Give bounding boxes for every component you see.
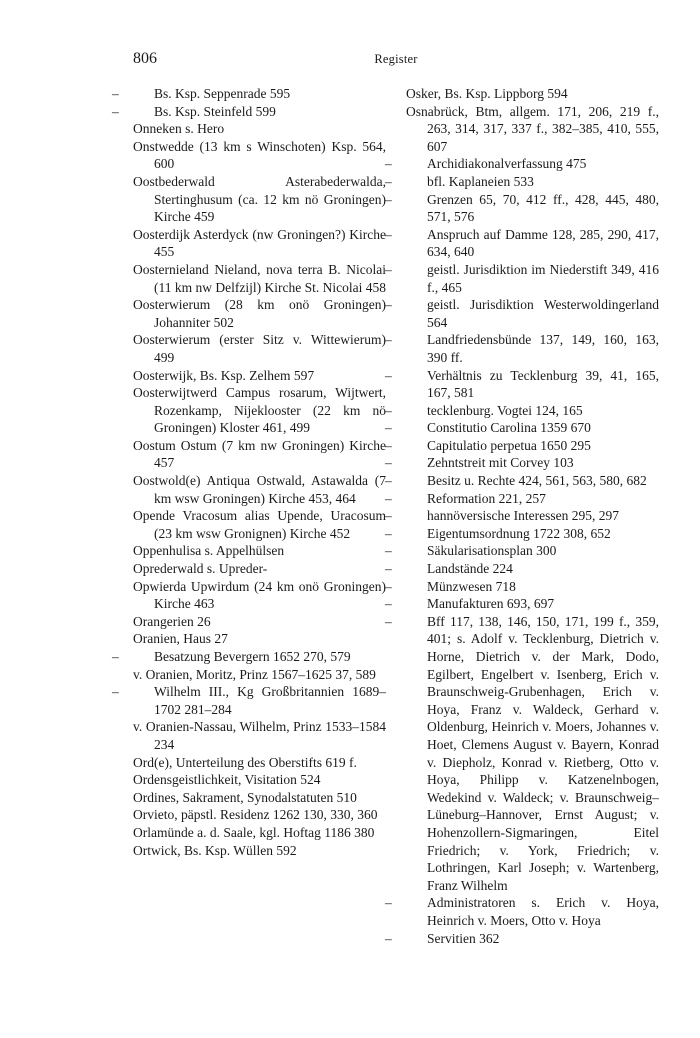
entry-text: Grenzen 65, 70, 412 ff., 428, 445, 480, 571, 576 [427,191,659,225]
entry-text: Oranien, Haus 27 [133,631,228,647]
entry-text: Oostwold(e) Antiqua Ostwald, Astawalda (7 km wsw Groningen) Kirche 453, 464 [133,473,386,506]
index-subentry [385,560,659,578]
subentry-dash: – [385,543,392,559]
entry-text: Wilhelm III., Kg Großbritannien 1689–1702 281–284 [154,684,386,717]
entry-text: Ortwick, Bs. Ksp. Wüllen 592 [133,842,297,858]
index-subentry [385,490,659,508]
entry-text: Landstände 224 [427,561,513,577]
index-subentry [385,402,659,420]
entry-text: Bs. Ksp. Steinfeld 599 [154,103,276,119]
entry-text: Oostum Ostum (7 km nw Groningen) Kirche 457 [133,437,386,471]
index-entry [133,578,386,613]
subentry-dash: – [385,297,392,313]
index-entry [133,560,386,578]
subentry-dash: – [385,596,392,612]
index-subentry [385,472,659,490]
subentry-dash: – [385,895,392,911]
index-entry [133,173,386,226]
index-subentry [385,542,659,560]
subentry-dash: – [385,367,392,383]
index-entry [133,666,386,684]
subentry-dash: – [385,261,392,277]
subentry-dash: – [385,156,392,172]
entry-text: Eigentumsordnung 1722 308, 652 [427,525,611,541]
index-entry [133,754,386,772]
entry-text: Oosterwijk, Bs. Ksp. Zelhem 597 [133,367,315,383]
index-entry [133,120,386,138]
entry-text: geistl. Jurisdiktion Westerwoldingerland 564 [427,297,659,330]
entry-text: Münzwesen 718 [427,578,516,594]
entry-text: Administratoren s. Erich v. Hoya, Heinrich v. Moers, Otto v. Hoya [427,895,659,928]
entry-text: tecklenburg. Vogtei 124, 165 [427,402,583,418]
index-entry [133,771,386,789]
subentry-dash: – [385,525,392,541]
subentry-dash: – [385,508,392,524]
index-subentry [385,578,659,596]
index-entry [406,85,659,103]
index-entry [133,718,386,753]
entry-text: Oppenhulisa s. Appelhülsen [133,543,285,559]
subentry-dash: – [385,437,392,453]
entry-text: Osnabrück, Btm, allgem. 171, 206, 219 f., 263, 314, 317, 337 f., 382–385, 410, 555, 607 [406,103,659,154]
subentry-dash: – [385,561,392,577]
index-subentry [112,683,386,718]
subentry-dash: – [385,226,392,242]
page-header [133,50,659,70]
index-subentry [385,367,659,402]
subentry-dash: – [385,173,392,189]
subentry-dash: – [385,930,392,946]
index-subentry [112,85,386,103]
index-entry [133,507,386,542]
entry-text: Orvieto, päpstl. Residenz 1262 130, 330, 360 [133,807,378,823]
running-title: Register [374,52,418,66]
entry-text: Orlamünde a. d. Saale, kgl. Hoftag 1186 380 [133,824,375,840]
index-entry [406,103,659,156]
index-entry [133,789,386,807]
subentry-dash: – [385,332,392,348]
entry-text: geistl. Jurisdiktion im Niederstift 349, 416 f., 465 [427,261,659,295]
entry-text: Manufakturen 693, 697 [427,596,555,612]
entry-text: Oosterdijk Asterdyck (nw Groningen?) Kirche 455 [133,226,386,260]
entry-text: Verhältnis zu Tecklenburg 39, 41, 165, 167, 581 [427,367,659,401]
entry-text: Säkularisationsplan 300 [427,543,557,559]
entry-text: v. Oranien-Nassau, Wilhelm, Prinz 1533–1584 234 [133,719,386,752]
index-subentry [385,525,659,543]
entry-text: Oprederwald s. Upreder- [133,561,268,577]
entry-text: Ordines, Sakrament, Synodalstatuten 510 [133,789,357,805]
index-subentry [385,226,659,261]
index-entry [133,472,386,507]
entry-text: Constitutio Carolina 1359 670 [427,420,591,436]
entry-text: Bs. Ksp. Seppenrade 595 [154,86,291,101]
index-subentry [385,331,659,366]
entry-text: Orangerien 26 [133,613,211,629]
entry-text: Oosterwierum (erster Sitz v. Wittewierum) 499 [133,332,386,365]
entry-text: Reformation 221, 257 [427,490,546,506]
index-entry [133,138,386,173]
index-subentry [385,454,659,472]
index-subentry [385,261,659,296]
index-subentry [385,613,659,895]
subentry-dash: – [385,191,392,207]
index-entry [133,613,386,631]
subentry-dash: – [385,455,392,471]
index-column-left [112,85,386,859]
entry-text: Oostbederwald Asterabederwalda, Stertinghusum (ca. 12 km nö Groningen) Kirche 459 [133,173,386,225]
index-subentry [385,894,659,929]
index-entry [133,842,386,860]
entry-text: Osker, Bs. Ksp. Lippborg 594 [406,86,568,101]
index-entry [133,630,386,648]
entry-text: Landfriedensbünde 137, 149, 160, 163, 390 ff. [427,332,659,365]
index-entry [133,261,386,296]
entry-text: Besatzung Bevergern 1652 270, 579 [154,649,351,664]
index-subentry [385,296,659,331]
index-entry [133,437,386,472]
entry-text: Anspruch auf Damme 128, 285, 290, 417, 634, 640 [427,226,659,260]
index-entry [133,384,386,437]
entry-text: v. Oranien, Moritz, Prinz 1567–1625 37, 589 [133,666,376,682]
entry-text: Opende Vracosum alias Upende, Uracosum (23 km wsw Gronignen) Kirche 452 [133,508,386,541]
entry-text: Zehntstreit mit Corvey 103 [427,455,574,471]
index-subentry [385,595,659,613]
entry-text: Oosterwijtwerd Campus rosarum, Wijtwert, Rozenkamp, Nijeklooster (22 km nö Groningen) Kloster 461, 499 [133,385,386,436]
index-entry [133,367,386,385]
index-subentry [385,173,659,191]
index-subentry [385,930,659,948]
index-subentry [385,155,659,173]
subentry-dash: – [385,490,392,506]
index-entry [133,331,386,366]
index-entry [133,226,386,261]
subentry-dash: – [112,86,119,101]
index-entry [133,824,386,842]
entry-text: Opwierda Upwirdum (24 km onö Groningen) Kirche 463 [133,578,386,612]
page-number: 806 [133,50,157,67]
subentry-dash: – [385,578,392,594]
index-subentry [112,648,386,666]
entry-text: hannöversische Interessen 295, 297 [427,508,619,524]
subentry-dash: – [385,420,392,436]
entry-text: Onneken s. Hero [133,121,225,137]
subentry-dash: – [385,473,392,489]
index-entry [133,296,386,331]
index-subentry [385,437,659,455]
entry-text: bfl. Kaplaneien 533 [427,173,534,189]
index-entry [133,542,386,560]
entry-text: Servitien 362 [427,930,500,946]
entry-text: Ordensgeistlichkeit, Visitation 524 [133,772,321,788]
subentry-dash: – [112,103,119,119]
index-subentry [385,419,659,437]
subentry-dash: – [385,402,392,418]
entry-text: Onstwedde (13 km s Winschoten) Ksp. 564, 600 [133,138,386,172]
subentry-dash: – [112,684,119,700]
index-subentry [385,507,659,525]
index-entry [133,806,386,824]
entry-text: Bff 117, 138, 146, 150, 171, 199 f., 359, 401; s. Adolf v. Tecklenburg, Dietrich v. Horne, Dietrich v. der Mark, Dodo, Egilbert, Engelbert v. Isenberg, Erich v. Braunschweig-Grubenhagen, Erich v. Hoya, Franz v. Waldeck, Gerhard v. Oldenburg, Heinrich v. Moers, Johannes v. Hoet, Clemens August v. Bayern, Konrad v. Diepholz, Konrad v. Rietberg, Otto v. Hoya, Philipp v. Katzenelnbogen, Wedekind v. Waldeck; v. Braunschweig–Lüneburg–Hannover, Ernst August; v. Hohenzollern-Sigmaringen, Eitel Friedrich; v. York, Friedrich; v. Lothringen, Karl Joseph; v. Wartenberg, Franz Wilhelm [427,613,659,893]
entry-text: Besitz u. Rechte 424, 561, 563, 580, 682 [427,473,647,489]
entry-text: Oosterwierum (28 km onö Groningen) Johanniter 502 [133,297,386,330]
index-subentry [385,191,659,226]
entry-text: Ord(e), Unterteilung des Oberstifts 619 f. [133,754,357,770]
subentry-dash: – [385,613,392,629]
subentry-dash: – [112,649,119,664]
index-column-right [385,85,659,947]
index-subentry [112,103,386,121]
entry-text: Archidiakonalverfassung 475 [427,156,587,172]
entry-text: Oosternieland Nieland, nova terra B. Nicolai (11 km nw Delfzijl) Kirche St. Nicolai 458 [133,261,386,295]
entry-text: Capitulatio perpetua 1650 295 [427,437,591,453]
